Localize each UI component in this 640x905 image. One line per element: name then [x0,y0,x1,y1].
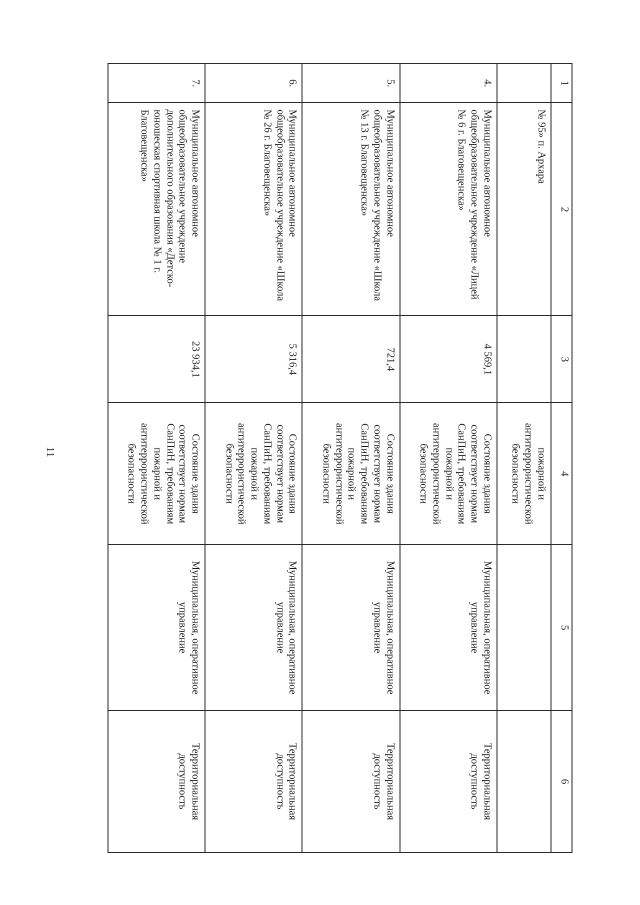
accessibility: Территориальная доступность [108,710,205,852]
ownership-rights: Муниципальная, оперативное управление [108,545,205,711]
building-condition: Состояние здания соответствует нормам СанПиН, требованиям пожарной и антитеррористической безопасности [400,403,497,545]
building-condition: Состояние здания соответствует нормам СанПиН, требованиям пожарной и антитеррористической безопасности [205,403,302,545]
accessibility: Территориальная доступность [303,710,400,852]
table-row [303,64,400,853]
header-cell: 2 [551,103,572,316]
header-cell: 6 [551,710,572,852]
table-header-row [551,64,572,853]
page-number-text: 11 [44,446,56,458]
table-row [497,64,551,853]
ownership-rights: Муниципальная, оперативное управление [400,545,497,711]
building-area: 721,4 [303,316,400,403]
facilities-table [108,63,573,853]
accessibility [497,710,551,852]
header-cell: 1 [551,64,572,103]
rotated-sheet [108,63,573,853]
row-number [497,64,551,103]
accessibility: Территориальная доступность [400,710,497,852]
institution-name: Муниципальное автономное общеобразовательное учреждение дополнительного образования «Детско-юношеская спортивная школа № 1 г. Благовещенска» [108,103,205,316]
building-area [497,316,551,403]
header-cell: 5 [551,545,572,711]
table-row [108,64,205,853]
building-condition: Состояние здания соответствует нормам СанПиН, требованиям пожарной и антитеррористической безопасности [303,403,400,545]
ownership-rights: Муниципальная, оперативное управление [205,545,302,711]
header-cell: 4 [551,403,572,545]
table-row [400,64,497,853]
row-number: 4. [400,64,497,103]
table-row [205,64,302,853]
header-cell: 3 [551,316,572,403]
building-area: 4 569,1 [400,316,497,403]
institution-name: Муниципальное автономное общеобразовательное учреждение «Лицей № 6 г. Благовещенска» [400,103,497,316]
building-condition: Состояние здания соответствует нормам СанПиН, требованиям пожарной и антитеррористической безопасности [108,403,205,545]
institution-name: Муниципальное автономное общеобразовательное учреждение «Школа № 26 г. Благовещенска» [205,103,302,316]
row-number: 7. [108,64,205,103]
building-area: 5 316,4 [205,316,302,403]
building-condition: пожарной и антитеррористической безопасности [497,403,551,545]
institution-name: Муниципальное автономное общеобразовательное учреждение «Школа № 13 г. Благовещенска» [303,103,400,316]
ownership-rights [497,545,551,711]
ownership-rights: Муниципальная, оперативное управление [303,545,400,711]
building-area: 23 934,1 [108,316,205,403]
accessibility: Территориальная доступность [205,710,302,852]
row-number: 5. [303,64,400,103]
institution-name: № 95» п. Архара [497,103,551,316]
row-number: 6. [205,64,302,103]
